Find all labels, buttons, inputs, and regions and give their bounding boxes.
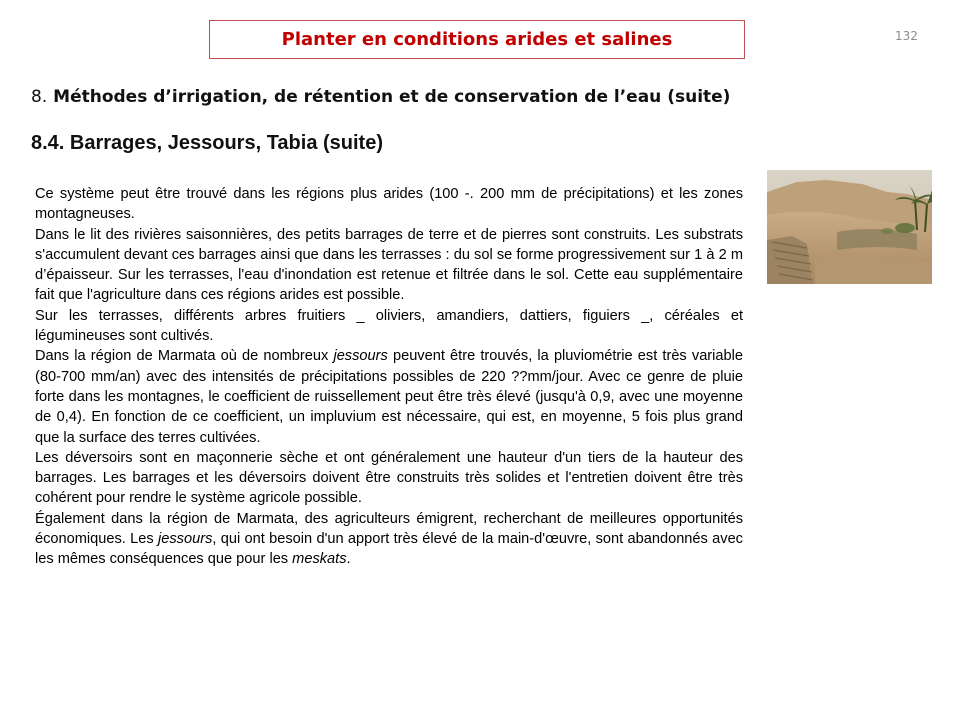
paragraph-2: Dans le lit des rivières saisonnières, des petits barrages de terre et de pierres sont construits. Les substrats s'accumulent devant ces barrages ainsi que dans les terrasses : du sol se forme progressivement sur 1 à 2 m d’épaisseur. Sur les terrasses, l'eau d'inondation est retenue et filtrée dans le sol. Cette eau supplémentaire fait que l'agriculture dans ces régions arides est possible. [35, 226, 743, 304]
landscape-photo [767, 170, 932, 284]
paragraph-6-part-c: . [346, 551, 351, 568]
page-title: Planter en conditions arides et salines [281, 29, 673, 50]
section-title: Méthodes d’irrigation, de rétention et de conservation de l’eau (suite) [53, 87, 731, 107]
term-meskats: meskats [292, 551, 347, 568]
landscape-photo-image [767, 170, 932, 284]
paragraph-4 [35, 346, 743, 447]
paragraph-6-part-b: , qui ont besoin d'un apport très élevé de la main-d'œuvre, sont abandonnés avec les mêmes conséquences que pour les [35, 531, 743, 568]
paragraph-6 [35, 509, 743, 570]
paragraph-3: Sur les terrasses, différents arbres fruitiers _ oliviers, amandiers, dattiers, figuiers _, céréales et légumineuses sont cultivés. [35, 307, 743, 345]
paragraph-1: Ce système peut être trouvé dans les régions plus arides (100 -. 200 mm de précipitations) et les zones montagneuses. [35, 186, 743, 223]
title-box [209, 20, 745, 59]
section-number: 8. [31, 87, 48, 107]
term-jessours: jessours [333, 348, 388, 365]
term-jessours: jessours [158, 531, 213, 548]
subsection-heading: 8.4. Barrages, Jessours, Tabia (suite) [31, 132, 384, 154]
paragraph-4-part-b: peuvent être trouvés, la pluviométrie est très variable (80-700 mm/an) avec des intensités de précipitations possibles de 220 ??mm/jour. Avec ce genre de pluie forte dans les montagnes, le coefficient de ruissellement peut être très élevé (jusqu'à 0,9, avec une moyenne de 0,4). En fonction de ce coefficient, un impluvium est nécessaire, qui est, en moyenne, 5 fois plus grand que la surface des terres cultivées. [35, 348, 743, 446]
body-text [35, 184, 743, 570]
page-number: 132 [895, 29, 918, 43]
paragraph-6-part-a: Également dans la région de Marmata, des agriculteurs émigrent, recherchant de meilleures opportunités économiques. Les [35, 510, 743, 548]
section-heading [31, 87, 730, 107]
paragraph-5: Les déversoirs sont en maçonnerie sèche et ont généralement une hauteur d'un tiers de la hauteur des barrages. Les barrages et les déversoirs doivent être construits très solides et l'entretien doivent être très cohérent pour rendre le système agricole possible. [35, 449, 743, 507]
paragraph-4-part-a: Dans la région de Marmata où de nombreux [35, 348, 334, 365]
